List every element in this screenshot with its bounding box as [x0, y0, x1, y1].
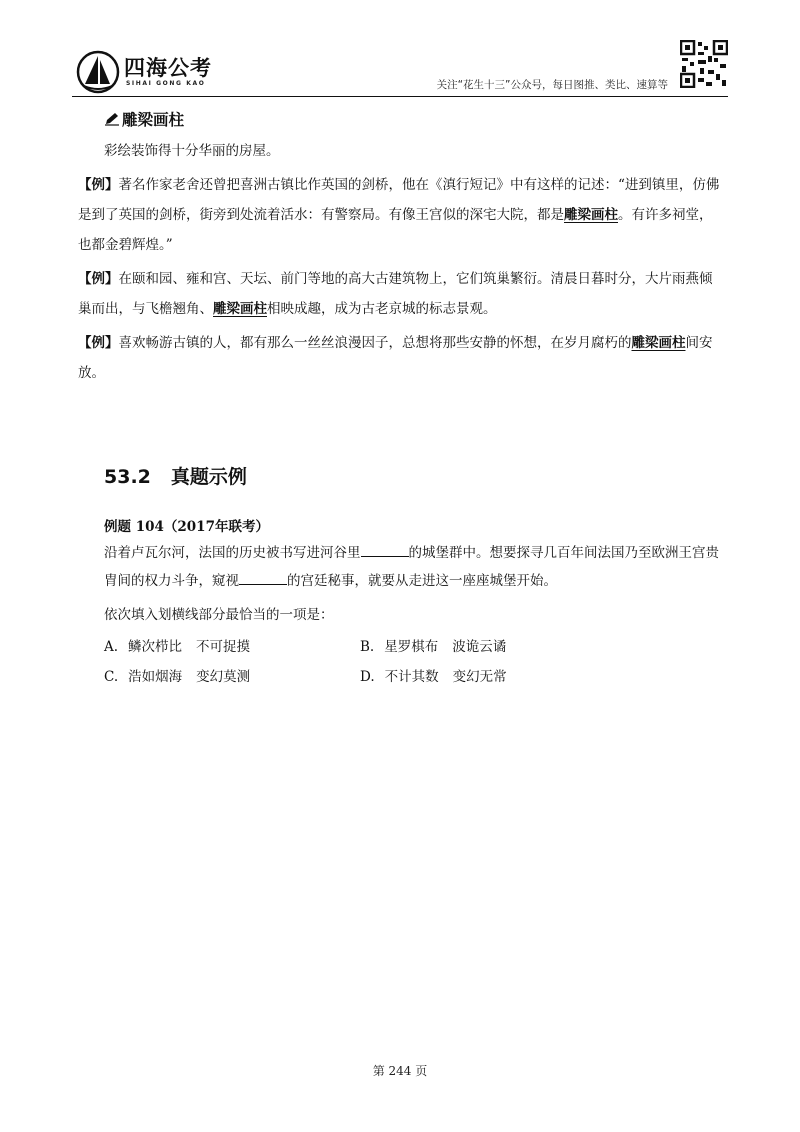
pencil-icon — [104, 112, 120, 126]
brand-subtitle: SIHAI GONG KAO — [126, 80, 206, 87]
exam-prompt: 依次填入划横线部分最恰当的一项是： — [104, 607, 334, 623]
option-word: 变幻无常 — [452, 669, 507, 685]
header-tagline: 关注“花生十三”公众号，每日图推、类比、速算等 — [436, 79, 668, 91]
section-number: 53.2 — [104, 466, 151, 488]
example-text: 。有许多祠堂，也都金碧辉煌。” — [78, 207, 713, 253]
section-title: 真题示例 — [170, 466, 247, 488]
option-a[interactable] — [104, 635, 360, 655]
example-3 — [78, 328, 724, 388]
option-letter: C. — [104, 669, 119, 685]
exam-passage — [104, 539, 724, 595]
example-2 — [78, 264, 724, 324]
answer-options — [104, 635, 724, 685]
entry-term-text: 雕梁画柱 — [122, 111, 185, 129]
option-word: 不可捉摸 — [196, 639, 251, 655]
passage-text: 的城堡群中。想要探寻几百年间法国乃至欧洲王宫贵胄间的权力斗争，窥视 — [104, 545, 719, 589]
page-number: 第 244 页 — [372, 1064, 428, 1078]
qr-code-icon[interactable] — [680, 40, 728, 88]
example-text: 在颐和园、雍和宫、天坛、前门等地的高大古建筑物上，它们筑巢繁衍。清晨日暮时分，大片雨燕倾巢而出，与飞檐翘角、 — [78, 271, 713, 317]
example-text: 相映成趣，成为古老京城的标志景观。 — [267, 301, 497, 317]
fill-blank-2[interactable] — [239, 572, 287, 585]
exam-source: （2017年联考） — [163, 519, 269, 535]
example-text: 著名作家老舍还曾把喜洲古镇比作英国的剑桥，他在《滇行短记》中有这样的记述：“进到镇里，仿佛是到了英国的剑桥，街旁到处流着活水：有警察局。有像王宫似的深宅大院，都是 — [78, 177, 720, 223]
example-tag: 【例】 — [78, 177, 119, 193]
option-word: 鳞次栉比 — [128, 639, 183, 655]
exam-label — [104, 515, 724, 535]
idiom-entry — [78, 108, 724, 388]
section-heading — [104, 462, 247, 489]
option-word: 不计其数 — [384, 669, 439, 685]
option-word: 浩如烟海 — [128, 669, 183, 685]
example-keyword: 雕梁画柱 — [631, 335, 686, 351]
option-letter: A. — [104, 639, 119, 655]
passage-text: 沿着卢瓦尔河，法国的历史被书写进河谷里 — [104, 545, 361, 561]
option-b[interactable] — [360, 635, 616, 655]
page-header — [72, 40, 728, 98]
entry-definition: 彩绘装饰得十分华丽的房屋。 — [104, 143, 280, 159]
sailboat-logo-icon — [76, 50, 120, 94]
example-text: 间安放。 — [78, 335, 713, 381]
header-divider — [72, 96, 728, 97]
option-letter: B. — [360, 639, 375, 655]
example-keyword: 雕梁画柱 — [564, 207, 618, 223]
example-tag: 【例】 — [78, 271, 119, 287]
passage-text: 的宫廷秘事，就要从走进这一座座城堡开始。 — [287, 573, 557, 589]
option-letter: D. — [360, 669, 375, 685]
brand-name: 四海公考 — [124, 56, 212, 80]
example-tag: 【例】 — [78, 335, 119, 351]
exam-number: 例题 104 — [104, 519, 164, 535]
option-d[interactable] — [360, 665, 616, 685]
exam-question — [104, 515, 724, 685]
example-keyword: 雕梁画柱 — [213, 301, 267, 317]
example-text: 喜欢畅游古镇的人，都有那么一丝丝浪漫因子，总想将那些安静的怀想，在岁月腐朽的 — [118, 335, 632, 351]
option-word: 波诡云谲 — [452, 639, 507, 655]
example-1 — [78, 170, 724, 260]
option-word: 变幻莫测 — [196, 669, 251, 685]
fill-blank-1[interactable] — [361, 544, 409, 557]
entry-term — [104, 108, 724, 130]
option-c[interactable] — [104, 665, 360, 685]
option-word: 星罗棋布 — [384, 639, 439, 655]
